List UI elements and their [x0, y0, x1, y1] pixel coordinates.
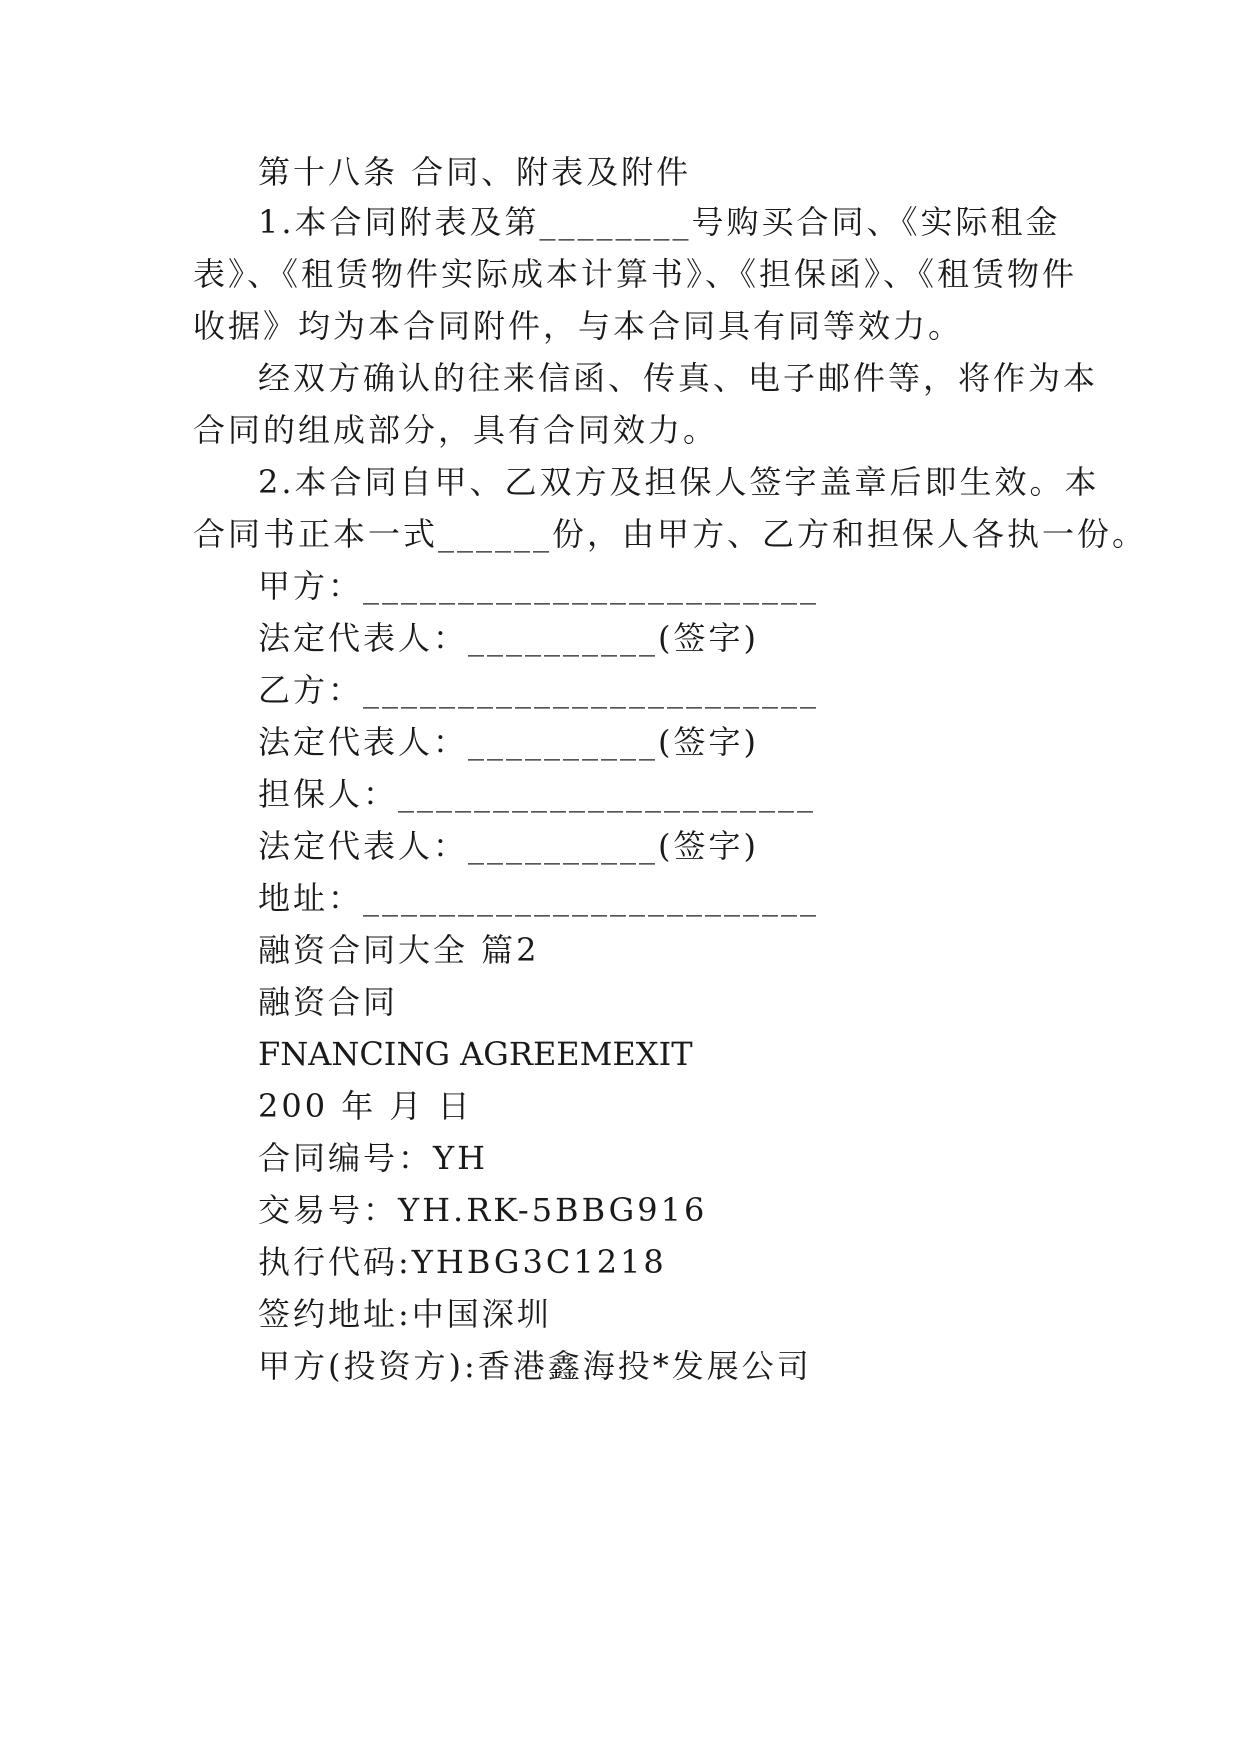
party-a-representative-line: 法定代表人：__________(签字)	[258, 619, 759, 657]
clause-2-line-1: 2.本合同自甲、乙双方及担保人签字盖章后即生效。本	[258, 463, 1100, 501]
clause-1-line-1: 1.本合同附表及第________号购买合同、《实际租金	[258, 203, 1061, 241]
clause-1-para-2-line-1: 经双方确认的往来信函、传真、电子邮件等，将作为本	[258, 359, 1099, 397]
guarantor-signature-line: 担保人：______________________	[258, 775, 817, 813]
clause-2-line-2: 合同书正本一式______份，由甲方、乙方和担保人各执一份。	[193, 515, 1148, 553]
party-a-investor: 甲方(投资方):香港鑫海投*发展公司	[258, 1347, 812, 1385]
execution-code: 执行代码:YHBG3C1218	[258, 1243, 667, 1281]
clause-1-para-2-line-2: 合同的组成部分，具有合同效力。	[193, 411, 719, 449]
contract-date: 200 年 月 日	[258, 1087, 473, 1125]
section-title: 融资合同大全 篇2	[258, 931, 540, 969]
clause-1-line-3: 收据》均为本合同附件，与本合同具有同等效力。	[193, 307, 964, 345]
party-b-signature-line: 乙方：________________________	[258, 671, 820, 709]
guarantor-representative-line: 法定代表人：__________(签字)	[258, 827, 759, 865]
signing-address: 签约地址:中国深圳	[258, 1295, 552, 1333]
contract-english-title: FNANCING AGREEMEXIT	[258, 1035, 693, 1073]
contract-title: 融资合同	[258, 983, 399, 1021]
address-line: 地址：________________________	[258, 879, 820, 917]
contract-number: 合同编号：YH	[258, 1139, 489, 1177]
party-b-representative-line: 法定代表人：__________(签字)	[258, 723, 759, 761]
article-18-heading: 第十八条 合同、附表及附件	[258, 153, 692, 191]
transaction-number: 交易号：YH.RK-5BBG916	[258, 1191, 708, 1229]
party-a-signature-line: 甲方：________________________	[258, 567, 820, 605]
clause-1-line-2: 表》、《租赁物件实际成本计算书》、《担保函》、《租赁物件	[193, 255, 1078, 293]
